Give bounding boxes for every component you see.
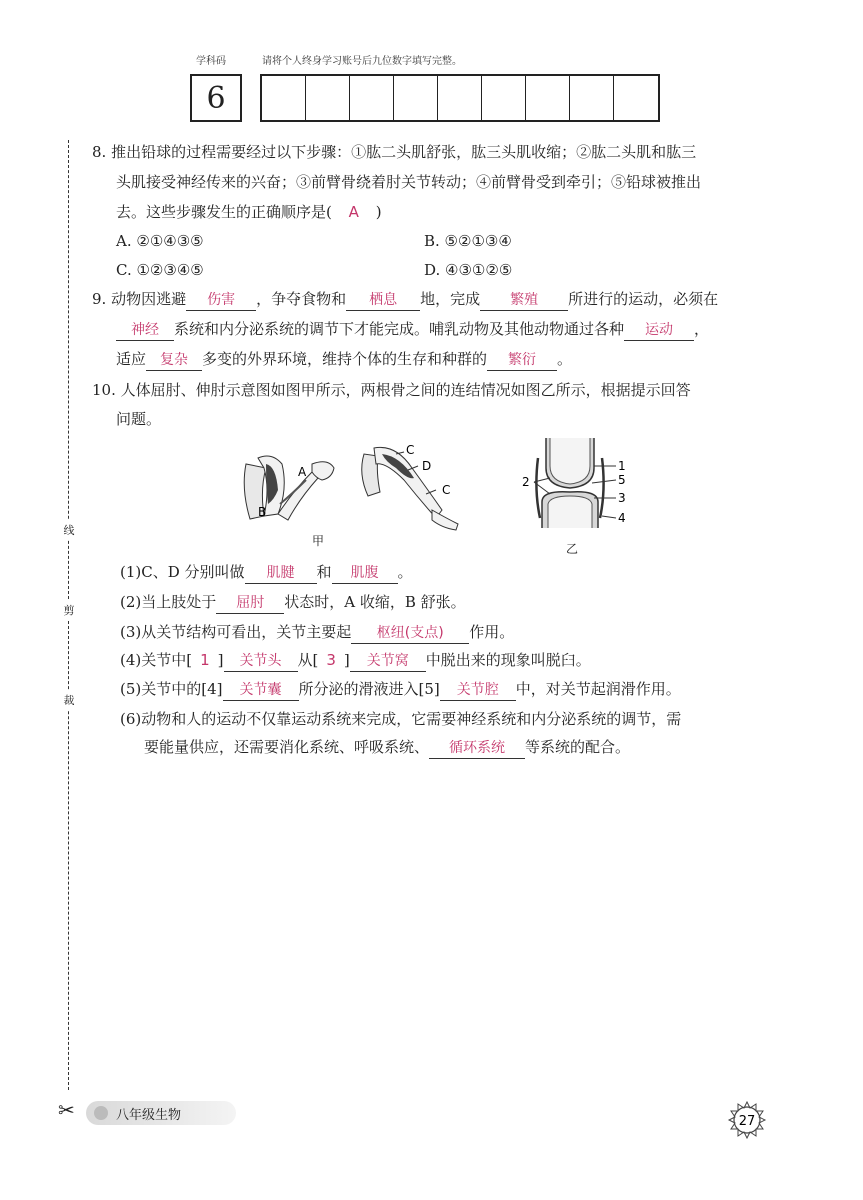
q10-text: 要能量供应，还需要消化系统、呼吸系统、: [144, 738, 430, 756]
q8-line-2: 头肌接受神经传来的兴奋；③前臂骨绕着肘关节转动；④前臂骨受到牵引；⑤铅球被推出: [116, 173, 702, 191]
q10-4-num-2[interactable]: 3: [326, 651, 336, 669]
q10-text: (5)关节中的[4]: [120, 680, 223, 698]
q10-sub-1: [120, 562, 413, 584]
account-digit-cell[interactable]: [482, 76, 526, 120]
label-d: D: [422, 459, 432, 473]
q9-blank-6[interactable]: 复杂: [146, 350, 202, 371]
q10-sub-5: [120, 679, 681, 701]
q9-blank-3[interactable]: 繁殖: [480, 290, 568, 311]
account-digit-row: [260, 74, 660, 122]
footer-book-title: 八年级生物: [116, 1108, 182, 1123]
q8-answer[interactable]: A: [348, 203, 359, 221]
subject-code-box[interactable]: 6: [190, 74, 242, 122]
label-a: A: [298, 465, 307, 479]
q10-6-blank[interactable]: 循环系统: [429, 738, 525, 759]
account-instruction: 请将个人终身学习账号后九位数字填写完整。: [262, 56, 462, 67]
q10-text: 中脱出来的现象叫脱臼。: [425, 651, 591, 669]
q10-text: ]: [217, 651, 224, 669]
account-digit-cell[interactable]: [350, 76, 394, 120]
account-digit-cell[interactable]: [394, 76, 438, 120]
account-digit-cell[interactable]: [526, 76, 570, 120]
q10-text: (4)关节中[: [120, 651, 193, 669]
q10-text: 作用。: [469, 623, 515, 641]
account-digit-cell[interactable]: [570, 76, 614, 120]
q10-4-num-1[interactable]: 1: [200, 651, 210, 669]
q10-sub-4: [120, 650, 591, 672]
label-5: 5: [618, 473, 626, 487]
q9-line-1: [92, 289, 718, 311]
q9-text: ，争夺食物和: [256, 290, 347, 308]
account-digit-cell[interactable]: [438, 76, 482, 120]
account-digit-cell[interactable]: [306, 76, 350, 120]
q10-5-blank-2[interactable]: 关节腔: [440, 680, 516, 701]
label-c-bottom: C: [442, 483, 451, 497]
figure-jia-caption: 甲: [312, 534, 325, 548]
cut-label-xian: 线: [62, 520, 76, 540]
page-number: 27: [738, 1114, 756, 1129]
q10-3-blank[interactable]: 枢纽(支点): [351, 623, 469, 644]
q9-text: 多变的外界环境，维持个体的生存和种群的: [202, 350, 488, 368]
cut-label-cai: 裁: [62, 690, 76, 710]
figure-yi: [520, 438, 640, 538]
label-1: 1: [618, 459, 626, 473]
q10-text: 。: [397, 563, 413, 581]
q10-text: 状态时，A 收缩，B 舒张。: [284, 593, 466, 611]
label-b: B: [258, 505, 267, 519]
q10-sub-6-line-2: [144, 737, 630, 759]
footer-dot-icon: [94, 1106, 108, 1120]
subject-code-label: 学科码: [196, 56, 226, 67]
q10-4-blank-2[interactable]: 关节窝: [350, 651, 426, 672]
label-4: 4: [618, 511, 626, 525]
q10-text: 和: [316, 563, 332, 581]
q10-sub-6-line-1: (6)动物和人的运动不仅靠运动系统来完成，它需要神经系统和内分泌系统的调节，需: [120, 710, 682, 728]
q9-text: 适应: [116, 350, 147, 368]
q8-stem-end: 去。这些步骤发生的正确顺序是(: [116, 203, 332, 221]
account-digit-cell[interactable]: [614, 76, 658, 120]
q10-2-blank[interactable]: 屈肘: [216, 593, 284, 614]
q9-text: ，: [694, 320, 710, 338]
q10-text: (2)当上肢处于: [120, 593, 217, 611]
q8-option-c[interactable]: C. ①②③④⑤: [116, 261, 204, 279]
scissors-icon: ✂: [58, 1098, 75, 1122]
q9-line-2: [116, 319, 709, 341]
q9-text: 9. 动物因逃避: [92, 290, 187, 308]
q10-1-blank-2[interactable]: 肌腹: [332, 563, 398, 584]
q9-blank-5[interactable]: 运动: [624, 320, 694, 341]
q10-1-blank-1[interactable]: 肌腱: [245, 563, 317, 584]
q10-text: (1)C、D 分别叫做: [120, 563, 245, 581]
q10-5-blank-1[interactable]: 关节囊: [223, 680, 299, 701]
q8-option-d[interactable]: D. ④③①②⑤: [424, 261, 513, 279]
account-digit-cell[interactable]: [262, 76, 306, 120]
q9-line-3: [116, 349, 572, 371]
q9-text: 。: [557, 350, 573, 368]
q9-blank-1[interactable]: 伤害: [186, 290, 256, 311]
q9-text: 所进行的运动，必须在: [568, 290, 719, 308]
q10-4-blank-1[interactable]: 关节头: [224, 651, 298, 672]
q10-stem-2: 问题。: [116, 410, 162, 428]
q9-text: 系统和内分泌系统的调节下才能完成。哺乳动物及其他动物通过各种: [174, 320, 625, 338]
q9-blank-4[interactable]: 神经: [116, 320, 174, 341]
q10-text: ]: [343, 651, 350, 669]
label-c-top: C: [406, 443, 415, 457]
label-3: 3: [618, 491, 626, 505]
q10-text: 从[: [297, 651, 319, 669]
figure-jia: [236, 434, 466, 544]
q10-text: 中，对关节起润滑作用。: [515, 680, 681, 698]
q10-text: (3)从关节结构可看出，关节主要起: [120, 623, 352, 641]
q9-blank-2[interactable]: 栖息: [346, 290, 420, 311]
q10-sub-3: [120, 622, 514, 644]
q10-sub-2: [120, 592, 466, 614]
q8-option-a[interactable]: A. ②①④③⑤: [116, 232, 204, 250]
q10-text: 等系统的配合。: [525, 738, 631, 756]
q9-text: 地，完成: [420, 290, 481, 308]
page-number-badge: [727, 1100, 767, 1140]
q9-blank-7[interactable]: 繁衍: [487, 350, 557, 371]
q8-paren-close: ): [375, 203, 382, 221]
q10-stem-1: 10. 人体屈肘、伸肘示意图如图甲所示，两根骨之间的连结情况如图乙所示，根据提示回答: [92, 381, 691, 399]
q10-text: 所分泌的滑液进入[5]: [298, 680, 440, 698]
q8-line-3: [116, 202, 382, 222]
figure-yi-caption: 乙: [566, 542, 579, 556]
joint-illustration: [534, 438, 616, 528]
cut-label-jian: 剪: [62, 600, 76, 620]
label-2: 2: [522, 475, 530, 489]
q8-line-1: 8. 推出铅球的过程需要经过以下步骤：①肱二头肌舒张，肱三头肌收缩；②肱二头肌和肱三: [92, 143, 697, 161]
q8-option-b[interactable]: B. ⑤②①③④: [424, 232, 512, 250]
